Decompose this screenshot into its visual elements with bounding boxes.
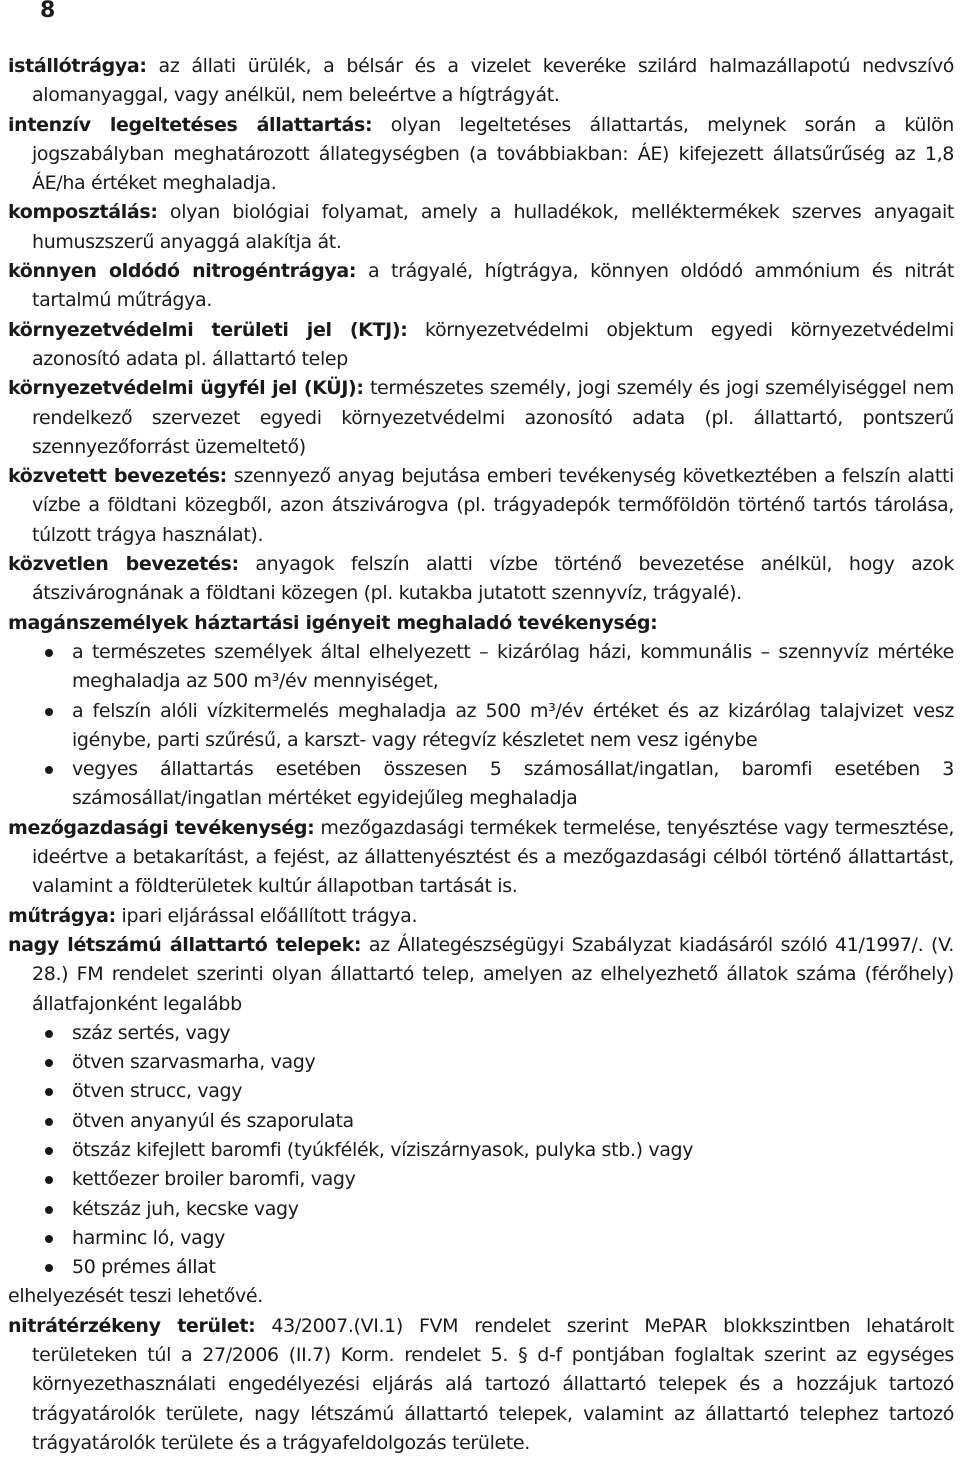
bullet-icon bbox=[45, 649, 53, 657]
bullet-icon bbox=[45, 1088, 53, 1096]
glossary-entry bbox=[8, 462, 954, 550]
glossary-definition: az állati ürülék, a bélsár és a vizelet keveréke szilárd halmazállapotú nedvszívó alomanyaggal, vagy anélkül, nem beleértve a hígtrágyát. bbox=[32, 55, 954, 107]
page-number: 8 bbox=[40, 0, 56, 23]
glossary-term: közvetett bevezetés: bbox=[8, 465, 227, 488]
glossary-term: könnyen oldódó nitrogéntrágya: bbox=[8, 260, 357, 283]
household-criteria-list bbox=[8, 638, 954, 814]
glossary-entry bbox=[8, 902, 954, 931]
list-item bbox=[8, 1253, 954, 1282]
glossary-term: közvetlen bevezetés: bbox=[8, 553, 239, 576]
list-item-text: kettőezer broiler baromfi, vagy bbox=[72, 1168, 356, 1191]
list-item-text: ötven strucc, vagy bbox=[72, 1080, 243, 1103]
glossary-definition: környezetvédelmi objektum egyedi környezetvédelmi azonosító adata pl. állattartó telep bbox=[32, 318, 954, 370]
bullet-icon bbox=[45, 1030, 53, 1038]
list-item bbox=[8, 1224, 954, 1253]
glossary-definition: ipari eljárással előállított trágya. bbox=[115, 904, 418, 927]
bullet-icon bbox=[45, 1264, 53, 1272]
bullet-icon bbox=[45, 1147, 53, 1155]
glossary-entry bbox=[8, 257, 954, 316]
bullet-icon bbox=[45, 1118, 53, 1126]
glossary-entry bbox=[8, 316, 954, 375]
list-item bbox=[8, 1107, 954, 1136]
bullet-icon bbox=[45, 1176, 53, 1184]
glossary-term: műtrágya: bbox=[8, 904, 116, 927]
bullet-icon bbox=[45, 1235, 53, 1243]
glossary-term: nitrátérzékeny terület: bbox=[8, 1314, 256, 1337]
list-item-text: vegyes állattartás esetében összesen 5 számosállat/ingatlan, baromfi esetében 3 számosállat/ingatlan mértéket egyidejűleg meghaladja bbox=[72, 758, 954, 810]
glossary-term: mezőgazdasági tevékenység: bbox=[8, 816, 315, 839]
list-item bbox=[8, 638, 954, 697]
list-item-text: kétszáz juh, kecske vagy bbox=[72, 1197, 299, 1220]
list-item bbox=[8, 1195, 954, 1224]
list-item bbox=[8, 1077, 954, 1106]
list-item bbox=[8, 1165, 954, 1194]
list-closing-text: elhelyezését teszi lehetővé. bbox=[8, 1285, 263, 1308]
glossary-definition: az Állategészségügyi Szabályzat kiadásáról szóló 41/1997/. (V. 28.) FM rendelet szerinti olyan állattartó telep, amelyen az elhelyezhető állatok száma (férőhely) állatfajonként legalább bbox=[32, 933, 954, 1015]
list-item bbox=[8, 755, 954, 814]
glossary-definition: 43/2007.(VI.1) FVM rendelet szerint MePAR blokkszintben lehatárolt területeken túl a 27/2006 (II.7) Korm. rendelet 5. § d-f pontjában foglaltak szerint az egységes környezethasználati engedélyezési eljárás alá tartozó állattartó telepek és a hozzájuk tartozó trágyatárolók területe, nagy létszámú állattartó telepek, valamint az állattartó telephez tartozó trágyatárolók területe és a trágyafeldolgozás területe. bbox=[32, 1314, 955, 1454]
glossary-entry bbox=[8, 550, 954, 609]
glossary-term: komposztálás: bbox=[8, 201, 158, 224]
glossary-term: környezetvédelmi területi jel (KTJ): bbox=[8, 318, 408, 341]
list-item-text: harminc ló, vagy bbox=[72, 1226, 226, 1249]
glossary-definition: szennyező anyag bejutása emberi tevékenység következtében a felszín alatti vízbe a földtani közegből, azon átszivárogva (pl. trágyadepók termőföldön történő tartós tárolása, túlzott trágya használat). bbox=[32, 465, 954, 546]
list-item bbox=[8, 1048, 954, 1077]
list-item-text: ötven anyanyúl és szaporulata bbox=[72, 1109, 354, 1132]
glossary-entry bbox=[8, 814, 954, 902]
glossary-definition: a trágyalé, hígtrágya, könnyen oldódó ammónium és nitrát tartalmú műtrágya. bbox=[32, 260, 954, 312]
glossary-term: intenzív legeltetéses állattartás: bbox=[8, 113, 373, 136]
glossary-entry bbox=[8, 931, 954, 1019]
glossary-entry bbox=[8, 374, 954, 462]
glossary-term: istállótrágya: bbox=[8, 55, 147, 77]
bullet-icon bbox=[45, 1206, 53, 1214]
list-item bbox=[8, 697, 954, 756]
glossary-entry bbox=[8, 1312, 954, 1458]
bullet-icon bbox=[45, 766, 53, 774]
glossary-definition: mezőgazdasági termékek termelése, tenyésztése vagy termesztése, ideértve a betakarítást, a fejést, az állattenyésztést és a mezőgazdasági célból történő állattartást, valamint a földterületek kultúr állapotban tartását is. bbox=[32, 816, 955, 898]
list-item bbox=[8, 1019, 954, 1048]
glossary-definition: olyan legeltetéses állattartás, melynek során a külön jogszabályban meghatározott állategységben (a továbbiakban: ÁE) kifejezett állatsűrűség az 1,8 ÁE/ha értéket meghaladja. bbox=[32, 113, 954, 195]
list-item-text: 50 prémes állat bbox=[72, 1256, 216, 1279]
glossary-definition: anyagok felszín alatti vízbe történő bevezetése anélkül, hogy azok átszivárognának a földtani közegen (pl. kutakba jutatott szennyvíz, trágyalé). bbox=[32, 553, 954, 605]
glossary-content bbox=[8, 52, 954, 1458]
bullet-icon bbox=[45, 1059, 53, 1067]
glossary-entry bbox=[8, 198, 954, 257]
glossary-definition: olyan biológiai folyamat, amely a hulladékok, melléktermékek szerves anyagait humuszszerű anyaggá alakítja át. bbox=[32, 201, 954, 253]
glossary-entry bbox=[8, 111, 954, 199]
glossary-entry bbox=[8, 52, 954, 111]
list-item-text: a felszín alóli vízkitermelés meghaladja az 500 m³/év értéket és az kizárólag talajvizet vesz igénybe, parti szűrésű, a karszt- vagy rétegvíz készletet nem vesz igénybe bbox=[72, 699, 954, 751]
list-item-text: száz sertés, vagy bbox=[72, 1021, 231, 1044]
glossary-term: nagy létszámú állattartó telepek: bbox=[8, 933, 362, 956]
list-item-text: ötszáz kifejlett baromfi (tyúkfélék, víziszárnyasok, pulyka stb.) vagy bbox=[72, 1138, 694, 1161]
animal-thresholds-list bbox=[8, 1019, 954, 1283]
list-item-text: a természetes személyek által elhelyezett – kizárólag házi, kommunális – szennyvíz mértéke meghaladja az 500 m³/év mennyiséget, bbox=[72, 640, 954, 693]
glossary-term: magánszemélyek háztartási igényeit meghaladó tevékenység: bbox=[8, 611, 658, 634]
glossary-definition: természetes személy, jogi személy és jogi személyiséggel nem rendelkező szervezet egyedi környezetvédelmi azonosító adata (pl. állattartó, pontszerű szennyezőforrást üzemeltető) bbox=[32, 377, 955, 458]
list-item bbox=[8, 1136, 954, 1165]
bullet-icon bbox=[45, 708, 53, 716]
glossary-entry bbox=[8, 609, 954, 638]
glossary-term: környezetvédelmi ügyfél jel (KÜJ): bbox=[8, 377, 364, 400]
list-item-text: ötven szarvasmarha, vagy bbox=[72, 1051, 316, 1074]
